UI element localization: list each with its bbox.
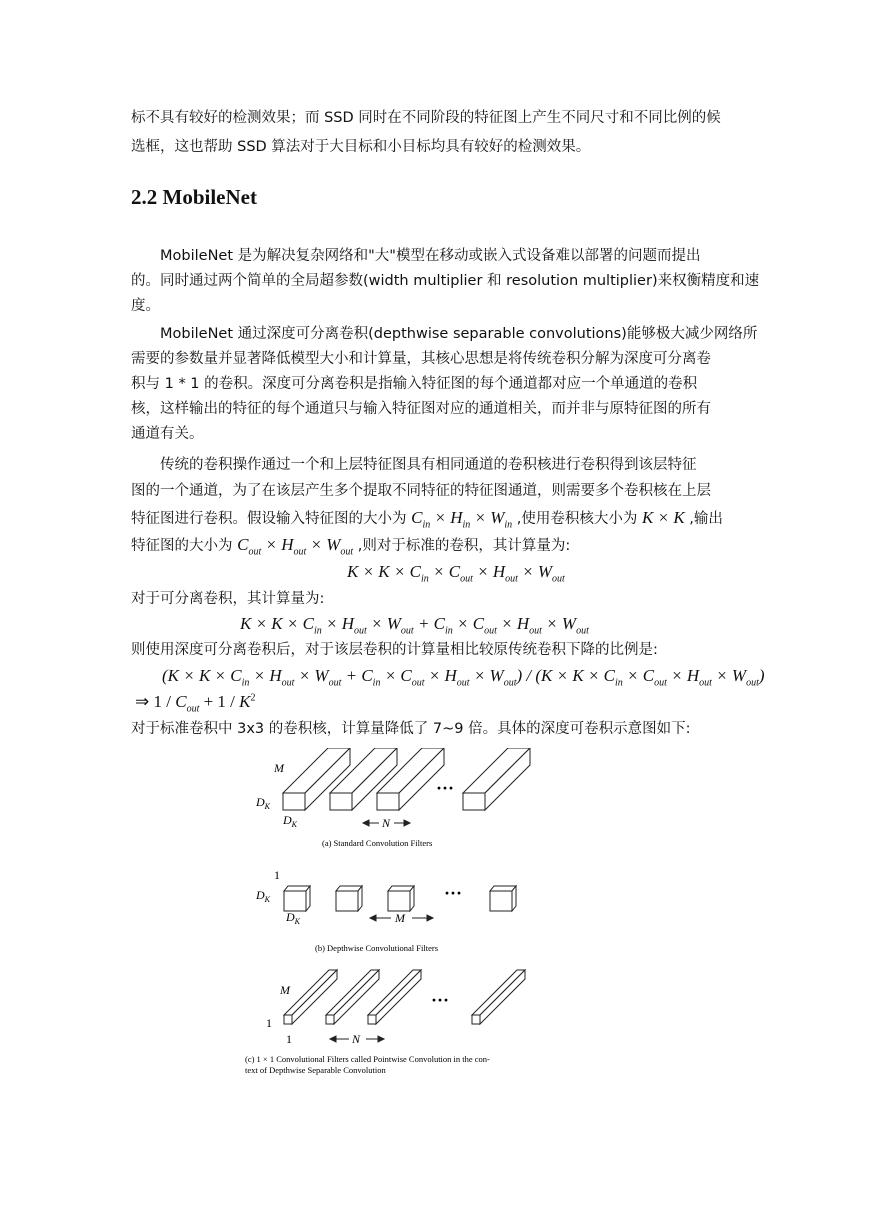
b-ellipsis: ··· <box>444 883 463 903</box>
c-one-left-label: 1 <box>266 1016 272 1030</box>
para2-line-5: 通道有关。 <box>131 426 204 442</box>
para2-line-2: 需要的参数量并显著降低模型大小和计算量，其核心思想是将传统卷积分解为深度可分离卷 <box>131 351 711 367</box>
output-size-formula: $C_{out} \times H_{out} \times W_{out}$ <box>237 535 354 558</box>
para3-line-4b: ,则对于标准的卷积，其计算量为: <box>357 538 571 554</box>
b-one-label: 1 <box>274 868 280 882</box>
pointwise-filter-4 <box>472 970 525 1024</box>
intro-line-2: 选框，这也帮助 SSD 算法对于大目标和小目标均具有较好的检测效果。 <box>131 139 591 155</box>
standard-conv-cost-formula: $K \times K \times C_{in} \times C_{out} \times H_{out} \times W_{out}$ <box>347 562 565 585</box>
a-caption: (a) Standard Convolution Filters <box>322 838 433 848</box>
separable-conv-cost-formula: $K \times K \times C_{in} \times H_{out} \times W_{out} + C_{in} \times C_{out} \times H_{out} \times W_{out}$ <box>240 614 589 637</box>
depthwise-separable-figure <box>240 748 560 1088</box>
a-m-label: M <box>274 761 284 775</box>
depthwise-filter-1 <box>284 886 310 911</box>
conclusion-line: 对于标准卷积中 3x3 的卷积核，计算量降低了 7~9 倍。具体的深度可卷积示意图如下: <box>131 721 691 737</box>
input-size-formula: $C_{in} \times H_{in} \times W_{in}$ <box>411 508 513 531</box>
c-caption-line-1: (c) 1 × 1 Convolutional Filters called Pointwise Convolution in the con- <box>245 1054 490 1064</box>
b-dk-left-label: $D_K$ <box>256 888 271 904</box>
c-one-bottom-label: 1 <box>286 1032 292 1046</box>
b-dk-bottom-label: $D_K$ <box>286 910 301 926</box>
depthwise-filter-3 <box>388 886 414 911</box>
para3-line-1: 传统的卷积操作通过一个和上层特征图具有相同通道的卷积核进行卷积得到该层特征 <box>160 457 697 473</box>
para3-line-3b: ,使用卷积核大小为 <box>516 511 638 527</box>
para3-line-3 <box>131 508 723 535</box>
separable-cost-intro: 对于可分离卷积，其计算量为: <box>131 591 325 607</box>
depthwise-filter-2 <box>336 886 362 911</box>
para1-line-2: 的。同时通过两个简单的全局超参数(width multiplier 和 resolution multiplier)来权衡精度和速 <box>131 273 760 289</box>
depthwise-filter-4 <box>490 886 516 911</box>
a-n-label: N <box>382 816 391 830</box>
para2-line-4: 核，这样输出的特征的每个通道只与输入特征图对应的通道相关，而并非与原特征图的所有 <box>131 401 711 417</box>
para3-line-3a: 特征图进行卷积。假设输入特征图的大小为 <box>131 511 407 527</box>
section-title: 2.2 MobileNet <box>131 185 257 209</box>
intro-line-1: 标不具有较好的检测效果；而 SSD 同时在不同阶段的特征图上产生不同尺寸和不同比例的候 <box>131 110 721 126</box>
c-ellipsis: ··· <box>431 990 450 1010</box>
ratio-formula: $(K \times K \times C_{in} \times H_{out} \times W_{out} + C_{in} \times C_{out} \times H_{out} \times W_{out}) / (K \times K \times C_{in} \times C_{out} \times H_{out} \times W_{out})$ <box>162 666 765 689</box>
para3-line-4a: 特征图的大小为 <box>131 538 233 554</box>
a-dk-left-label: $D_K$ <box>256 795 271 811</box>
para2-line-1: MobileNet 通过深度可分离卷积(depthwise separable convolutions)能够极大减少网络所 <box>160 326 758 342</box>
para1-line-3: 度。 <box>131 298 160 314</box>
a-dk-bottom-label: $D_K$ <box>283 813 298 829</box>
c-n-label: N <box>352 1032 361 1046</box>
para2-line-3: 积与 1 * 1 的卷积。深度可分离卷积是指输入特征图的每个通道都对应一个单通道的卷积 <box>131 376 698 392</box>
standard-filter-4 <box>463 748 530 810</box>
b-caption: (b) Depthwise Convolutional Filters <box>315 943 439 953</box>
para1-line-1: MobileNet 是为解决复杂网络和"大"模型在移动或嵌入式设备难以部署的问题而提出 <box>160 248 701 264</box>
para3-line-3c: ,输出 <box>689 511 723 527</box>
c-caption-line-2: text of Depthwise Separable Convolution <box>245 1065 386 1075</box>
kernel-size-formula: K × K <box>642 508 685 527</box>
b-m-label: M <box>395 911 405 925</box>
a-ellipsis: ··· <box>436 778 455 798</box>
ratio-result-formula: ⇒ $1 / C_{out} + 1 / K^2$ <box>135 692 256 715</box>
para3-line-4 <box>131 535 570 562</box>
c-m-label: M <box>280 983 290 997</box>
ratio-intro: 则使用深度可分离卷积后，对于该层卷积的计算量相比较原传统卷积下降的比例是: <box>131 642 658 658</box>
para3-line-2: 图的一个通道，为了在该层产生多个提取不同特征的特征图通道，则需要多个卷积核在上层 <box>131 483 711 499</box>
